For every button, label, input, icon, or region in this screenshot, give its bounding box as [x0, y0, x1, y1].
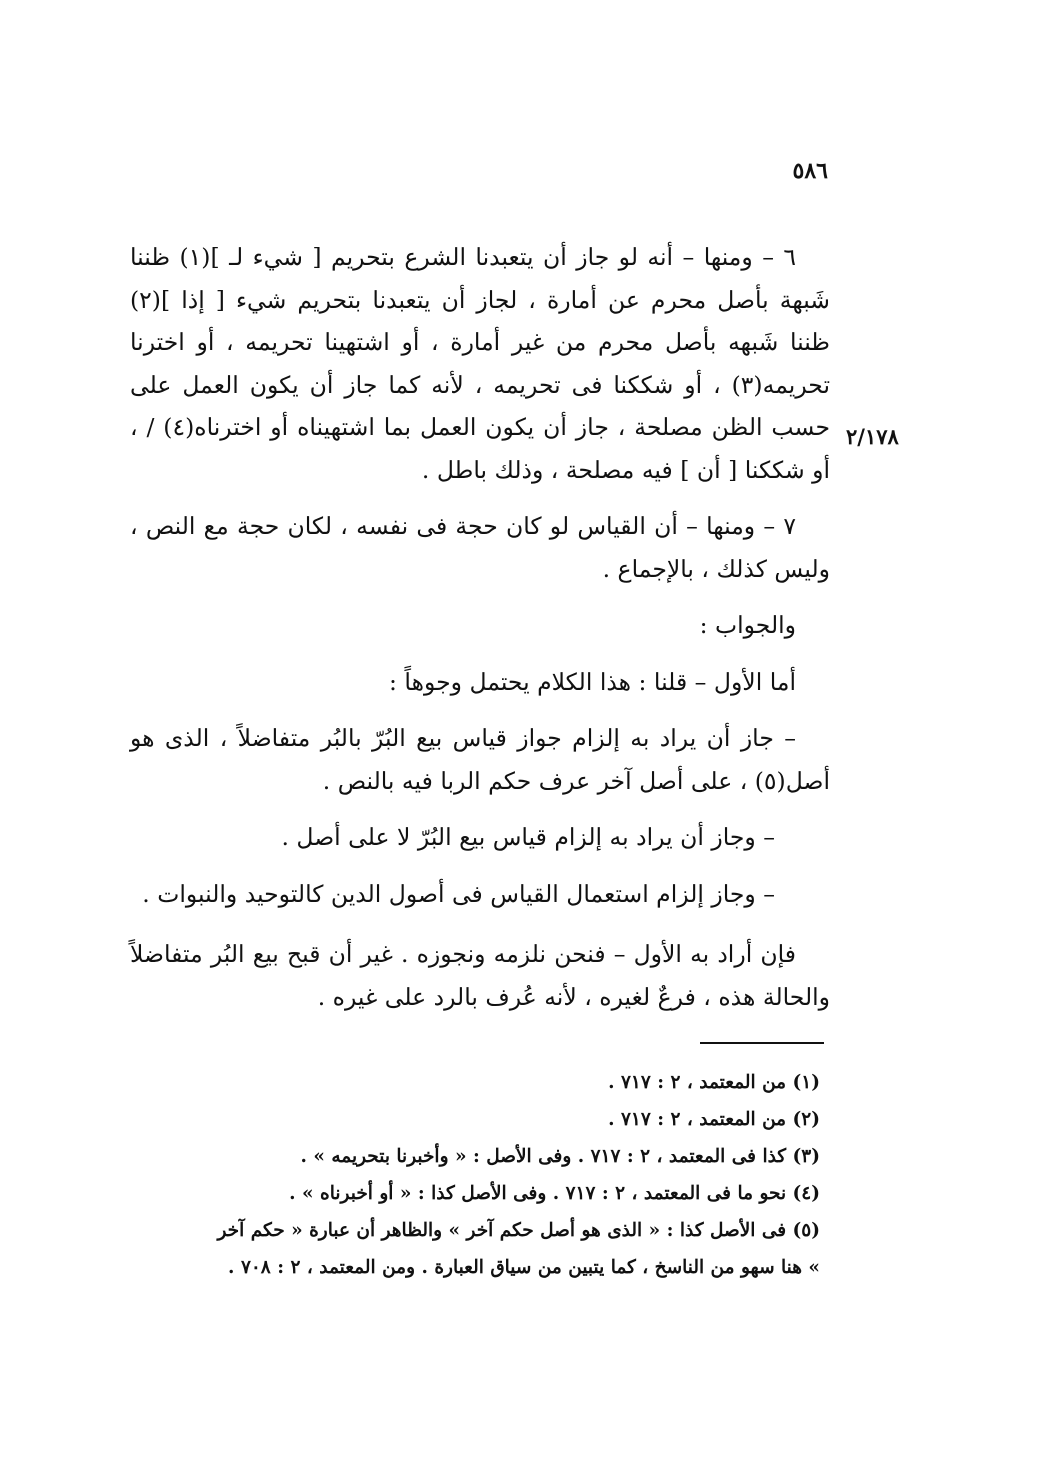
- page-number: ٥٨٦: [792, 158, 828, 184]
- paragraph-first-reply: أما الأول – قلنا : هذا الكلام يحتمل وجوهاً :: [389, 667, 796, 696]
- paragraph-answer-heading: والجواب :: [699, 611, 796, 639]
- margin-page-reference: ٢/١٧٨: [846, 424, 899, 449]
- footnote-2: (٢) من المعتمد ، ٢ : ٧١٧ .: [608, 1109, 820, 1130]
- footnote-1: (١) من المعتمد ، ٢ : ٧١٧ .: [608, 1072, 820, 1093]
- paragraph-point-7: ٧ – ومنها – أن القياس لو كان حجة فى نفسه ، لكان حجة مع النص ، وليس كذلك ، بالإجماع .: [130, 512, 830, 583]
- footnote-3: (٣) كذا فى المعتمد ، ٢ : ٧١٧ . وفى الأصل : « وأخبرنا بتحريمه » .: [300, 1146, 820, 1167]
- footnote-4: (٤) نحو ما فى المعتمد ، ٢ : ٧١٧ . وفى الأصل كذا : « أو أخبرناه » .: [289, 1183, 820, 1204]
- paragraph-point-6: ٦ – ومنها – أنه لو جاز أن يتعبدنا الشرع بتحريم [ شيء لـ ](١) ظننا شَبهة بأصل محرم عن أمارة ، لجاز أن يتعبدنا بتحريم شيء [ إذا ](٢) ظننا شَبهه بأصل محرم من غير أمارة ، أو اشتهينا تحريمه ، أو اخترنا تحريمه(٣) ، أو شككنا فى تحريمه ، لأنه كما جاز أن يكون العمل على حسب الظن مصلحة ، جاز أن يكون العمل بما اشتهيناه أو اخترناه(٤) / ، أو شككنا [ أن ] فيه مصلحة ، وذلك باطل .: [130, 243, 830, 484]
- paragraph-option-2: – وجاز أن يراد به إلزام قياس بيع البُرّ لا على أصل .: [281, 823, 775, 851]
- paragraph-option-3: – وجاز إلزام استعمال القياس فى أصول الدين كالتوحيد والنبوات .: [142, 879, 775, 908]
- footnote-separator: [700, 1042, 824, 1044]
- footnotes: [210, 1064, 830, 1286]
- main-text: [130, 236, 830, 1018]
- paragraph-option-1: – جاز أن يراد به إلزام جواز قياس بيع البُرّ بالبُر متفاضلاً ، الذى هو أصل(٥) ، على أصل آخر عرف حكم الربا فيه بالنص .: [130, 724, 830, 795]
- paragraph-conclusion: فإن أراد به الأول – فنحن نلزمه ونجوزه . غير أن قبح بيع البُر متفاضلاً والحالة هذه ، فرعٌ لغيره ، لأنه عُرف بالرد على غيره .: [130, 940, 830, 1011]
- footnote-5: (٥) فى الأصل كذا : « الذى هو أصل حكم آخر » والظاهر أن عبارة « حكم آخر » هنا سهو من الناسخ ، كما يتبين من سياق العبارة . ومن المعتمد ، ٢ : ٧٠٨ .: [217, 1220, 820, 1278]
